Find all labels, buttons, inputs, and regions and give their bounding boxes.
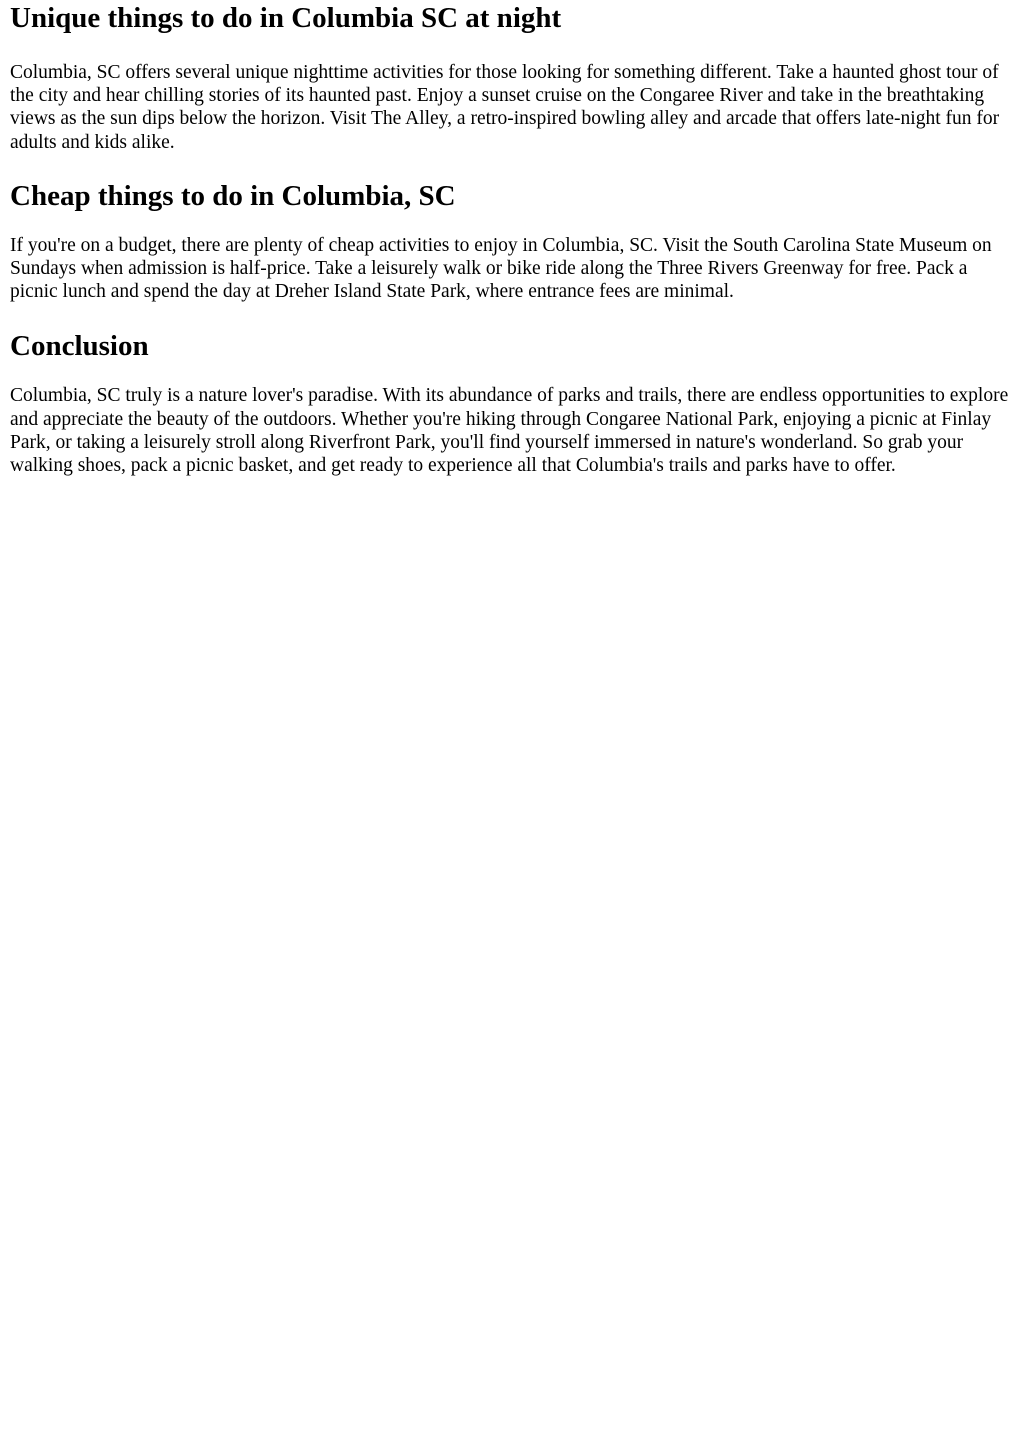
section-heading-night: Unique things to do in Columbia SC at night xyxy=(10,2,562,34)
article xyxy=(0,0,1024,477)
section-paragraph-night: Columbia, SC offers several unique nighttime activities for those looking for something different. Take a haunted ghost tour of the city and hear chilling stories of its haunted past. Enjoy a sunset cruise on the Congaree River and take in the breathtaking views as the sun dips below the horizon. Visit The Alley, a retro-inspired bowling alley and arcade that offers late-night fun for adults and kids alike. xyxy=(10,62,1000,153)
section-heading-cheap: Cheap things to do in Columbia, SC xyxy=(10,179,456,212)
section-paragraph-cheap: If you're on a budget, there are plenty of cheap activities to enjoy in Columbia, SC. Visit the South Carolina State Museum on Sundays when admission is half-price. Take a leisurely walk or bike ride along the Three Rivers Greenway for free. Pack a picnic lunch and spend the day at Dreher Island State Park, where entrance fees are minimal. xyxy=(10,234,992,303)
section-heading-conclusion: Conclusion xyxy=(10,330,149,363)
section-paragraph-conclusion: Columbia, SC truly is a nature lover's paradise. With its abundance of parks and trails, there are endless opportunities to explore and appreciate the beauty of the outdoors. Whether you're hiking through Congaree National Park, enjoying a picnic at Finlay Park, or taking a leisurely stroll along Riverfront Park, you'll find yourself immersed in nature's wonderland. So grab your walking shoes, pack a picnic basket, and get ready to experience all that Columbia's trails and parks have to offer. xyxy=(10,385,1009,477)
